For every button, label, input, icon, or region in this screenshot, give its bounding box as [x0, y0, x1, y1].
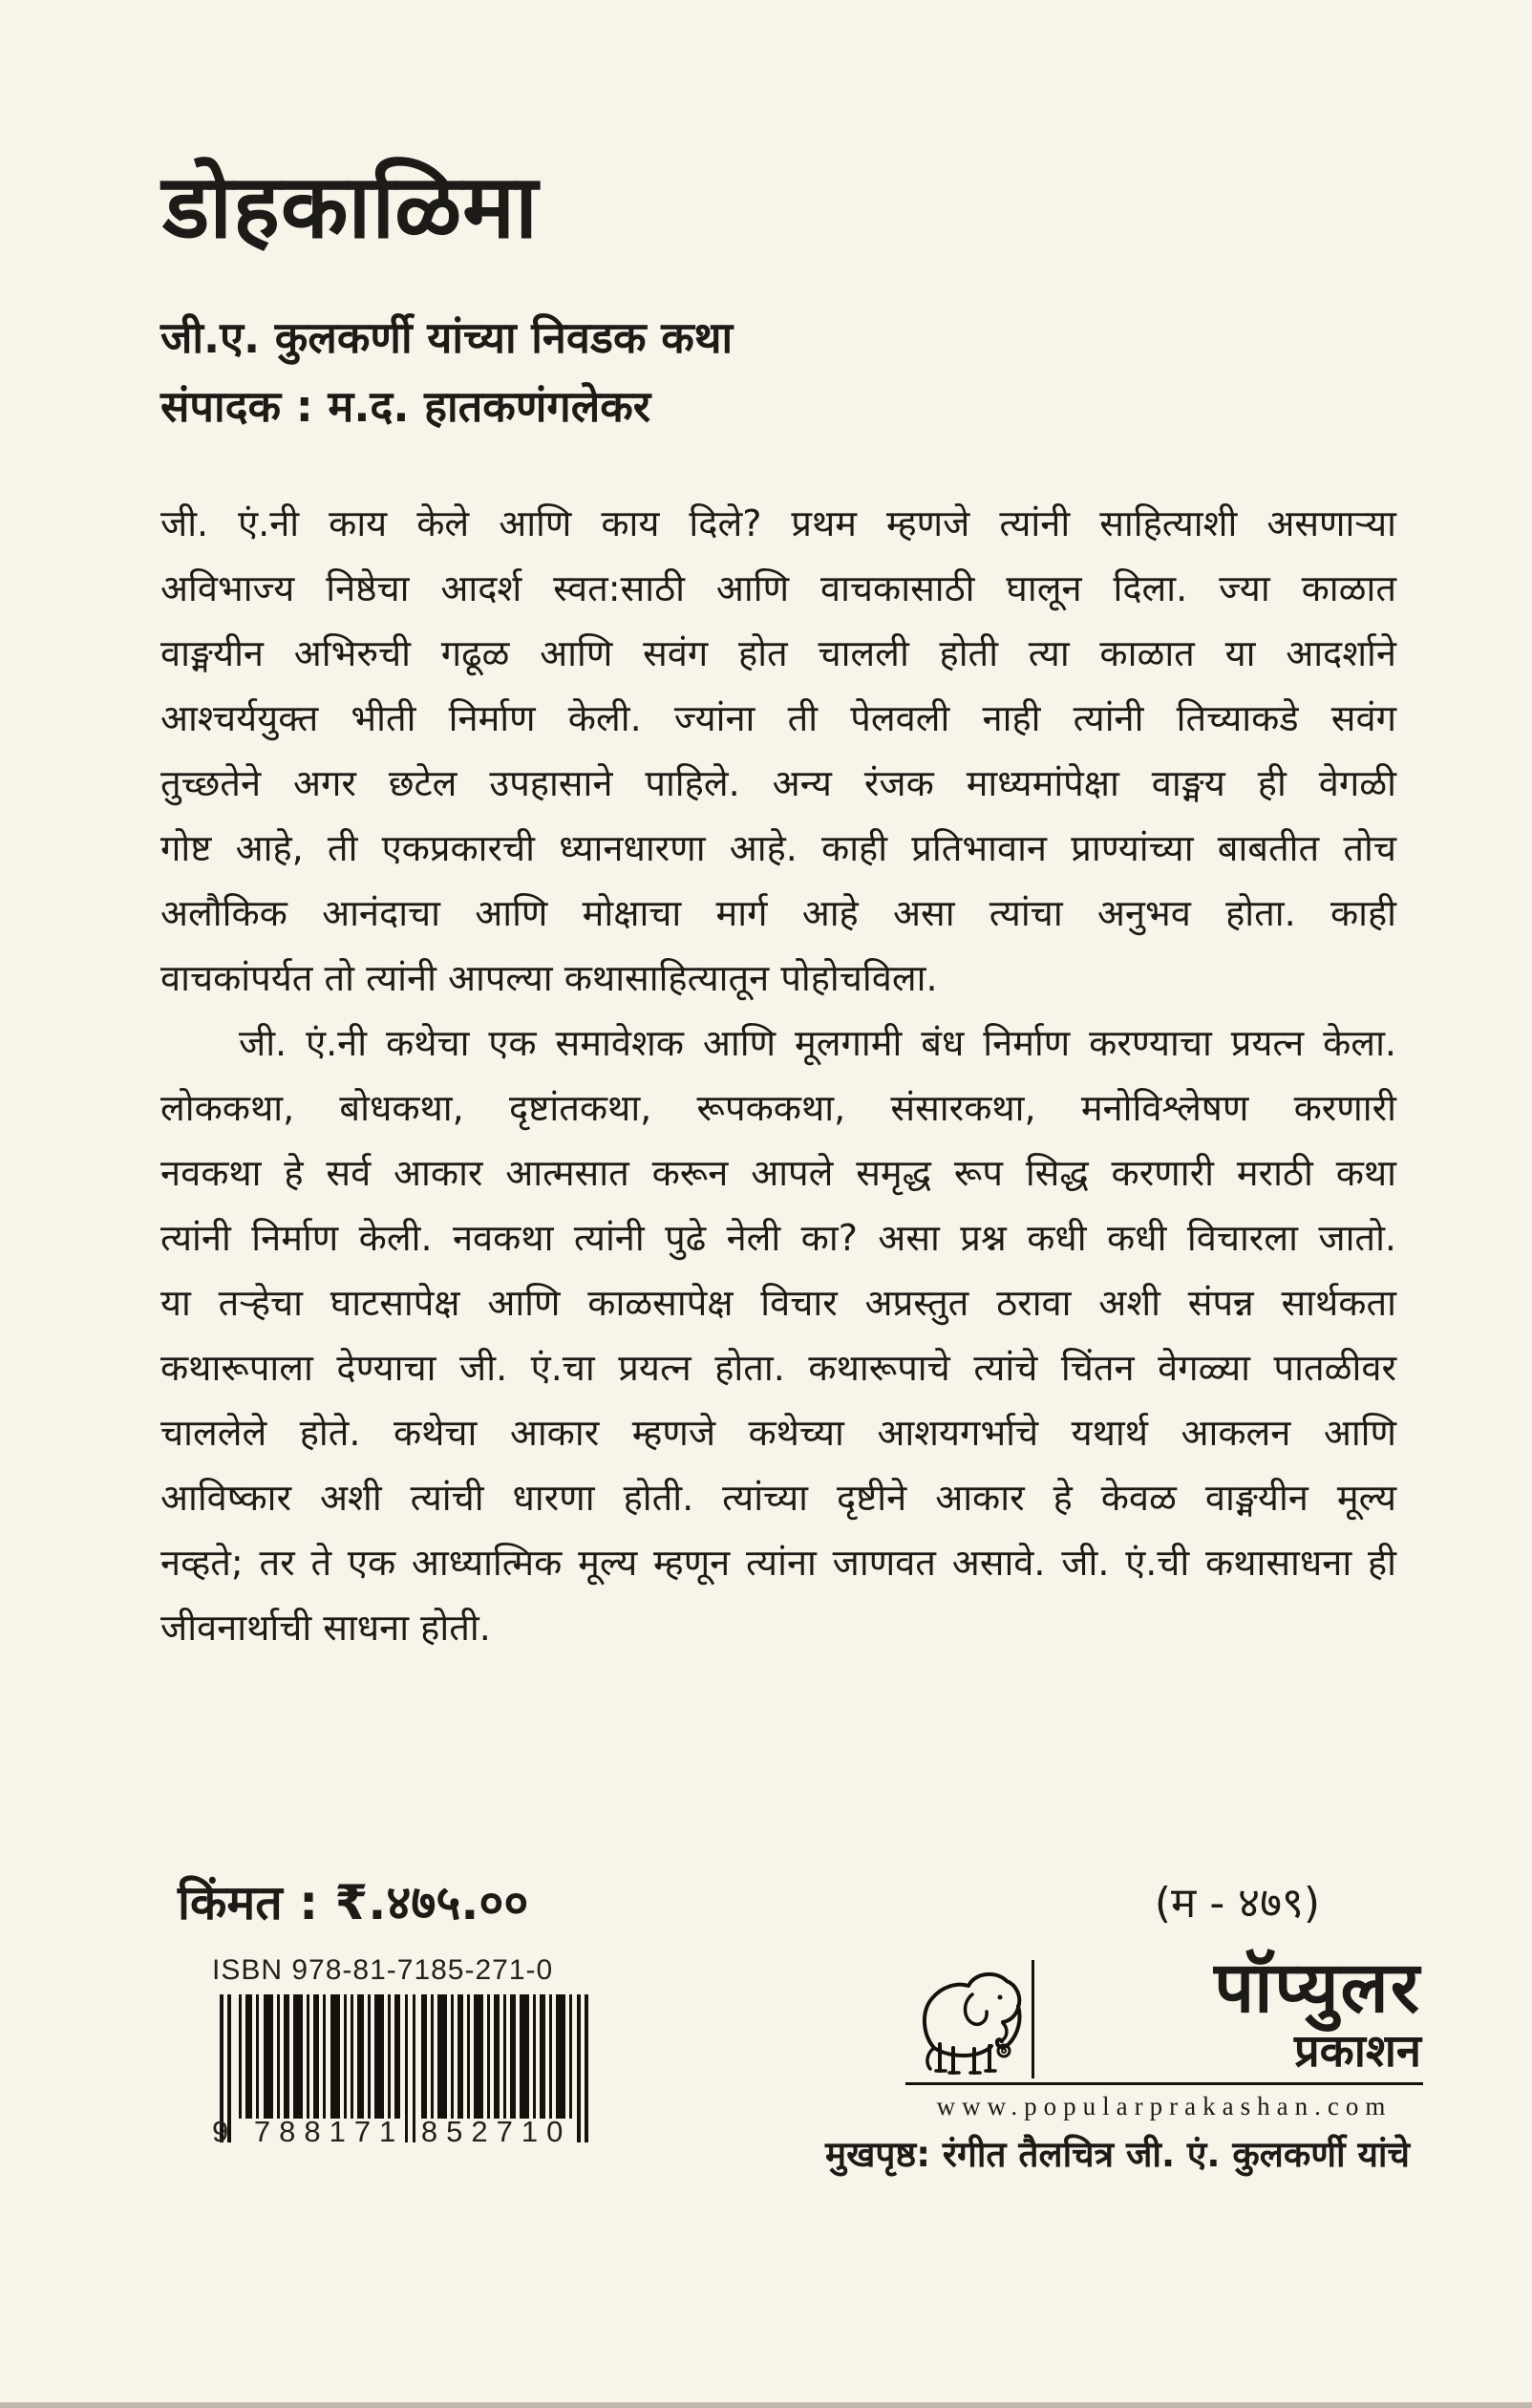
text-line: त्यांनी निर्माण केली. नवकथा त्यांनी पुढे नेली का? असा प्रश्न कधी कधी विचारला जातो.	[160, 1217, 1396, 1259]
isbn-barcode	[212, 1994, 599, 2163]
text-line: नवकथा हे सर्व आकार आत्मसात करून आपले समृद्ध रूप सिद्ध करणारी मराठी कथा	[160, 1152, 1396, 1194]
text-line: कथारूपाला देण्याचा जी. एं.चा प्रयत्न होता. कथारूपाचे त्यांचे चिंतन वेगळ्या पातळीवर	[160, 1347, 1396, 1389]
publisher-name	[1043, 1949, 1421, 2077]
text-line: अविभाज्य निष्ठेचा आदर्श स्वत:साठी आणि वाचकासाठी घालून दिला. ज्या काळात	[160, 567, 1396, 609]
subtitle-block	[160, 304, 733, 441]
book-title: डोहकाळिमा	[162, 156, 539, 258]
publisher-website: www.popularprakashan.com	[936, 2092, 1393, 2120]
text-line: अलौकिक आनंदाचा आणि मोक्षाचा मार्ग आहे असा त्यांचा अनुभव होता. काही	[160, 892, 1396, 934]
book-subtitle: जी.ए. कुलकर्णी यांच्या निवडक कथा	[160, 312, 734, 363]
text-line: गोष्ट आहे, ती एकप्रकारची ध्यानधारणा आहे. काही प्रतिभावान प्राण्यांच्या बाबतीत तोच	[160, 827, 1396, 869]
page-bottom-edge	[0, 2402, 1532, 2408]
text-line: नव्हते; तर ते एक आध्यात्मिक मूल्य म्हणून त्यांना जाणवत असावे. जी. एं.ची कथासाधना ही	[160, 1542, 1396, 1584]
publisher-block	[905, 1949, 1423, 2149]
text-line: जी. एं.नी कथेचा एक समावेशक आणि मूलगामी बंध निर्माण करण्याचा प्रयत्न केला.	[239, 1022, 1396, 1064]
blurb-text	[160, 491, 1396, 1660]
publisher-rule	[905, 2082, 1423, 2085]
price-line: किंमत : ₹.४७५.००	[178, 1875, 529, 1930]
text-line: आश्चर्ययुक्त भीती निर्माण केली. ज्यांना ती पेलवली नाही त्यांनी तिच्याकडे सवंग	[160, 697, 1396, 739]
text-line: या तऱ्हेचा घाटसापेक्ष आणि काळसापेक्ष विचार अप्रस्तुत ठरावा अशी संपन्न सार्थकता	[160, 1282, 1396, 1324]
blurb-paragraph-1	[160, 491, 1396, 1011]
isbn-area	[212, 1954, 613, 2163]
text-line: जीवनार्थाची साधना होती.	[160, 1607, 491, 1649]
publisher-divider	[1032, 1960, 1034, 2078]
publisher-name-line2: प्रकाशन	[1293, 2025, 1421, 2078]
text-line: लोककथा, बोधकथा, दृष्टांतकथा, रूपककथा, संसारकथा, मनोविश्लेषण करणारी	[160, 1087, 1396, 1129]
series-code: (म - ४७९)	[1154, 1879, 1320, 1928]
text-line: आविष्कार अशी त्यांची धारणा होती. त्यांच्या दृष्टीने आकार हे केवळ वाङ्मयीन मूल्य	[160, 1477, 1396, 1519]
text-line: वाचकांपर्यत तो त्यांनी आपल्या कथासाहित्यातून पोहोचविला.	[160, 957, 938, 999]
text-line: चाललेले होते. कथेचा आकार म्हणजे कथेच्या आशयगर्भाचे यथार्थ आकलन आणि	[160, 1412, 1396, 1454]
text-line: जी. एं.नी काय केले आणि काय दिले? प्रथम म्हणजे त्यांनी साहित्याशी असणाऱ्या	[160, 502, 1396, 544]
cover-credit-line: मुखपृष्ठ: रंगीत तैलचित्र जी. एं. कुलकर्णी यांचे	[825, 2134, 1410, 2175]
elephant-logo-icon	[911, 1956, 1026, 2080]
text-line: वाङ्मयीन अभिरुची गढूळ आणि सवंग होत चालली होती त्या काळात या आदर्शाने	[160, 632, 1396, 674]
text-line: तुच्छतेने अगर छटेल उपहासाने पाहिले. अन्य रंजक माध्यमांपेक्षा वाङ्मय ही वेगळी	[160, 762, 1396, 804]
editor-line: संपादक : म.द. हातकणंगलेकर	[160, 381, 651, 432]
blurb-paragraph-2	[160, 1011, 1396, 1660]
barcode-digits: 9 788171 852710	[212, 2115, 572, 2148]
publisher-name-line1: पॉप्युलर	[1214, 1947, 1421, 2029]
isbn-label: ISBN 978-81-7185-271-0	[212, 1954, 554, 1986]
